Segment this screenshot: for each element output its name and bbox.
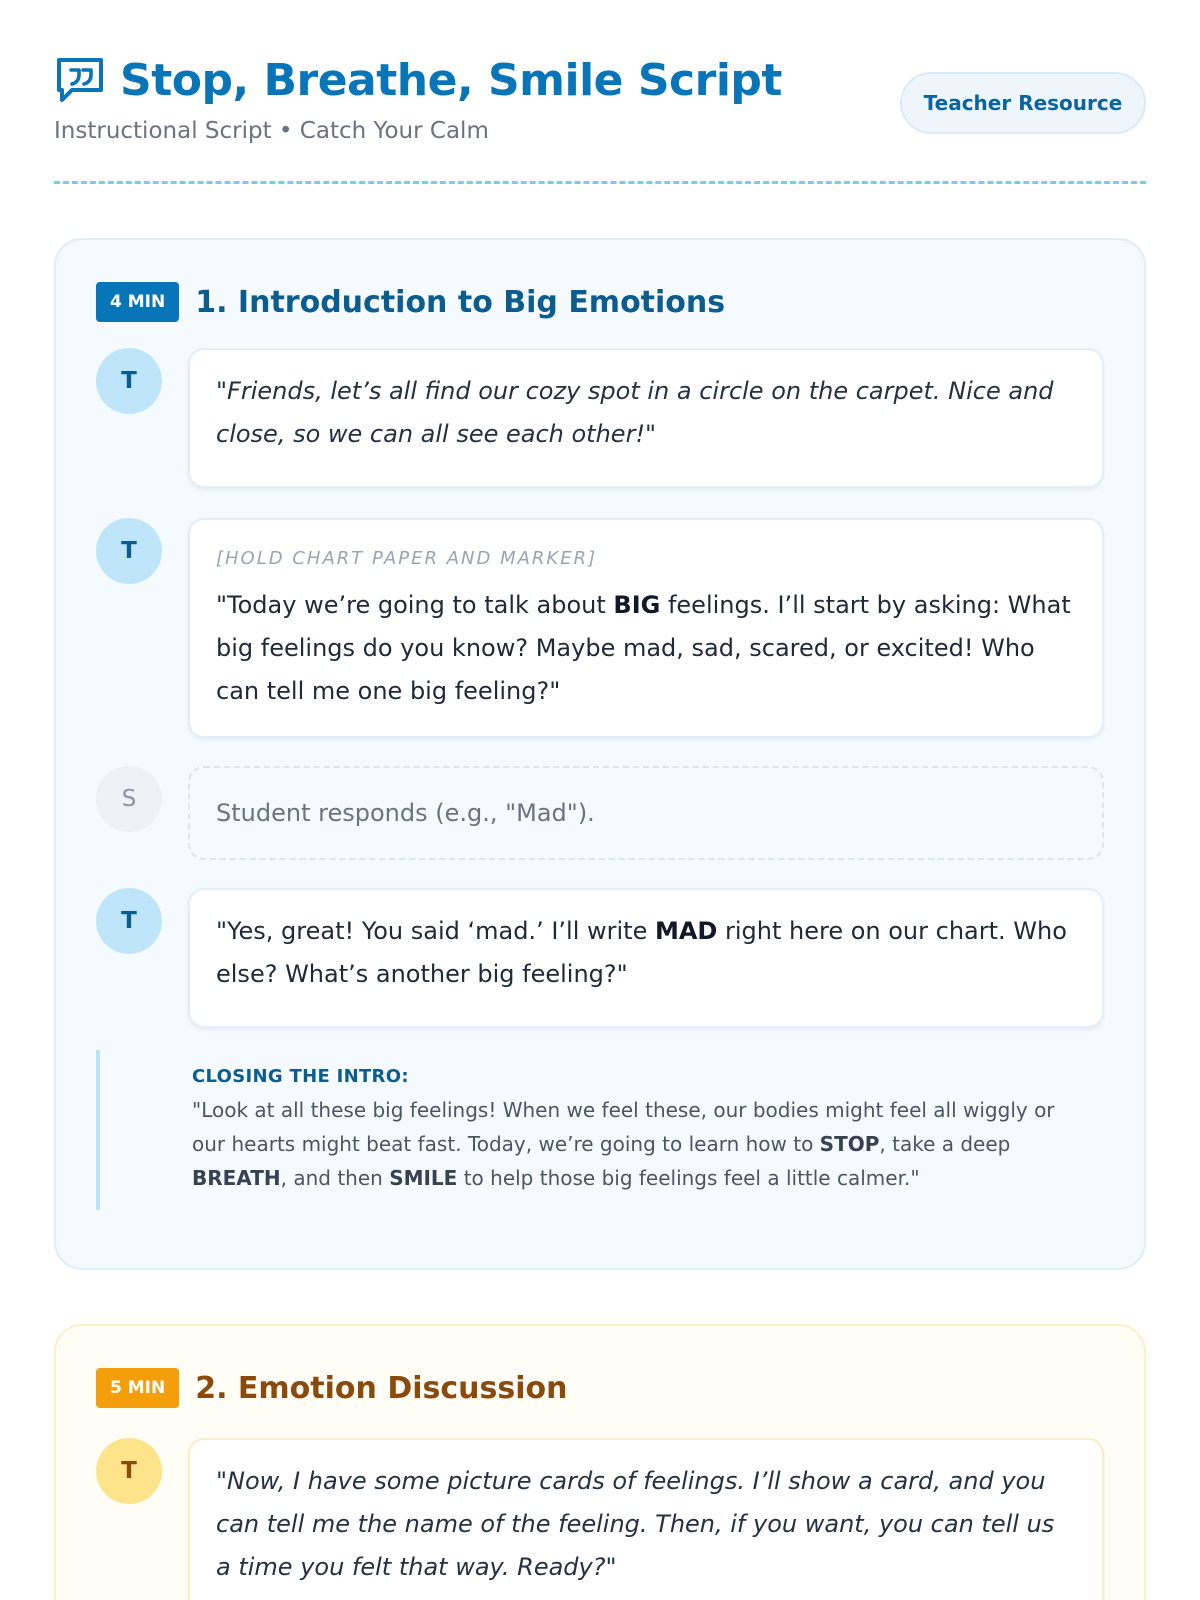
emphasis-text: STOP (819, 1132, 880, 1156)
teacher-speech-bubble (188, 888, 1104, 1028)
stage-direction: [HOLD CHART PAPER AND MARKER] (216, 548, 598, 569)
teacher-avatar: T (96, 518, 162, 584)
student-response-bubble: Student responds (e.g., "Mad"). (188, 766, 1104, 860)
closing-label: CLOSING THE INTRO: (192, 1066, 409, 1087)
duration-badge: 5 MIN (96, 1368, 179, 1408)
script-page (54, 0, 1146, 1581)
teacher-speech-bubble: "Friends, let’s all find our cozy spot in a circle on the carpet. Nice and close, so we can all see each other!" (188, 348, 1104, 488)
closing-note (96, 1050, 1096, 1210)
section-header (96, 282, 725, 322)
speech-text (216, 584, 1076, 713)
section-title: 2. Emotion Discussion (195, 1370, 568, 1406)
speech-text-part: "Yes, great! You said ‘mad.’ I’ll write (216, 917, 655, 945)
closing-text-part: to help those big feelings feel a little calmer." (457, 1166, 920, 1190)
closing-text-part: "Look at all these big feelings! When we feel these, our bodies might feel all wiggly or our hearts might beat fast. Today, we’re going to learn how to (192, 1098, 1055, 1156)
teacher-avatar: T (96, 348, 162, 414)
title-row (54, 54, 782, 106)
section-header (96, 1368, 567, 1408)
page-title: Stop, Breathe, Smile Script (120, 54, 782, 106)
section-introduction (54, 238, 1146, 1270)
closing-text (192, 1093, 1082, 1195)
section-title: 1. Introduction to Big Emotions (195, 284, 726, 320)
emphasis-text: MAD (654, 917, 718, 945)
student-avatar: S (96, 766, 162, 832)
page-header (54, 0, 1146, 184)
teacher-avatar: T (96, 1438, 162, 1504)
emphasis-text: BREATH (192, 1166, 281, 1190)
speech-text-part: feelings. I’ll start by asking: What big feelings do you know? Maybe mad, sad, scared, or excited! Who can tell me one big feeling?" (216, 591, 1071, 705)
emphasis-text: BIG (613, 591, 661, 619)
closing-text-part: , and then (280, 1166, 390, 1190)
teacher-avatar: T (96, 888, 162, 954)
quote-chat-icon (54, 54, 106, 106)
page-subtitle: Instructional Script • Catch Your Calm (54, 118, 489, 144)
teacher-speech-bubble (188, 518, 1104, 738)
speech-text-part: "Today we’re going to talk about (216, 591, 614, 619)
speech-text-part: right here on our chart. Who else? What’s another big feeling?" (216, 917, 1067, 988)
teacher-speech-bubble: "Now, I have some picture cards of feelings. I’ll show a card, and you can tell me the name of the feeling. Then, if you want, you can tell us a time you felt that way. Ready?" (188, 1438, 1104, 1600)
section-emotion-discussion (54, 1324, 1146, 1600)
header-divider (54, 181, 1146, 184)
teacher-resource-badge: Teacher Resource (900, 72, 1146, 134)
duration-badge: 4 MIN (96, 282, 179, 322)
emphasis-text: SMILE (389, 1166, 458, 1190)
closing-text-part: , take a deep (879, 1132, 1011, 1156)
